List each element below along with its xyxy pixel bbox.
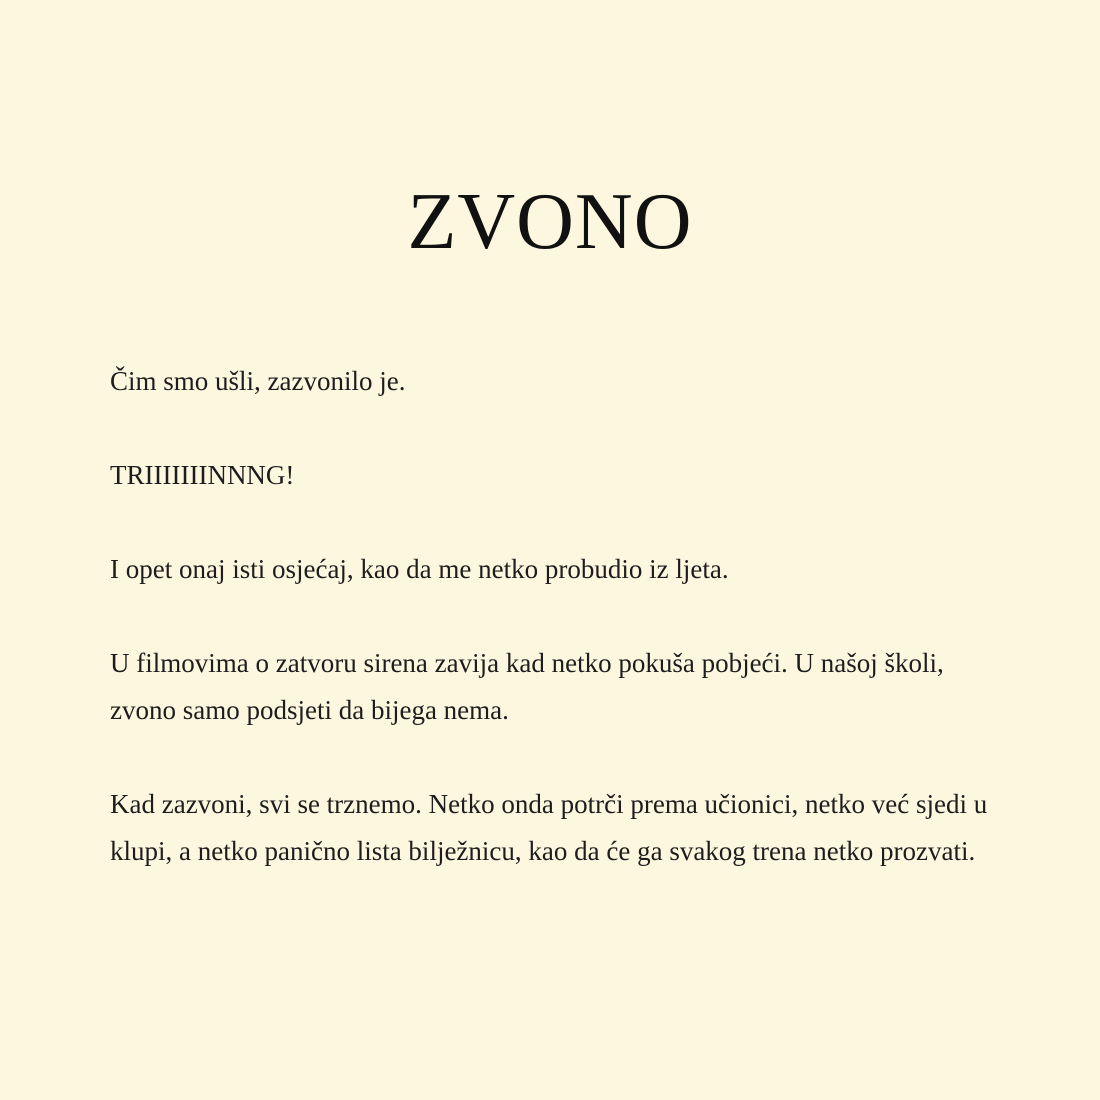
story-body — [110, 358, 990, 875]
paragraph-1: Čim smo ušli, zazvonilo je. — [110, 366, 406, 396]
page-title: ZVONO — [407, 178, 693, 266]
paragraph-5: Kad zazvoni, svi se trznemo. Netko onda potrči prema učionici, netko već sjedi u klupi, a netko panično lista bilježnicu, kao da će ga svakog trena netko prozvati. — [110, 789, 988, 866]
paragraph-4: U filmovima o zatvoru sirena zavija kad netko pokuša pobjeći. U našoj školi, zvono samo podsjeti da bijega nema. — [110, 648, 944, 725]
paragraph-2: TRIIIIIIINNNG! — [110, 460, 295, 490]
paragraph-3: I opet onaj isti osjećaj, kao da me netko probudio iz ljeta. — [110, 554, 729, 584]
